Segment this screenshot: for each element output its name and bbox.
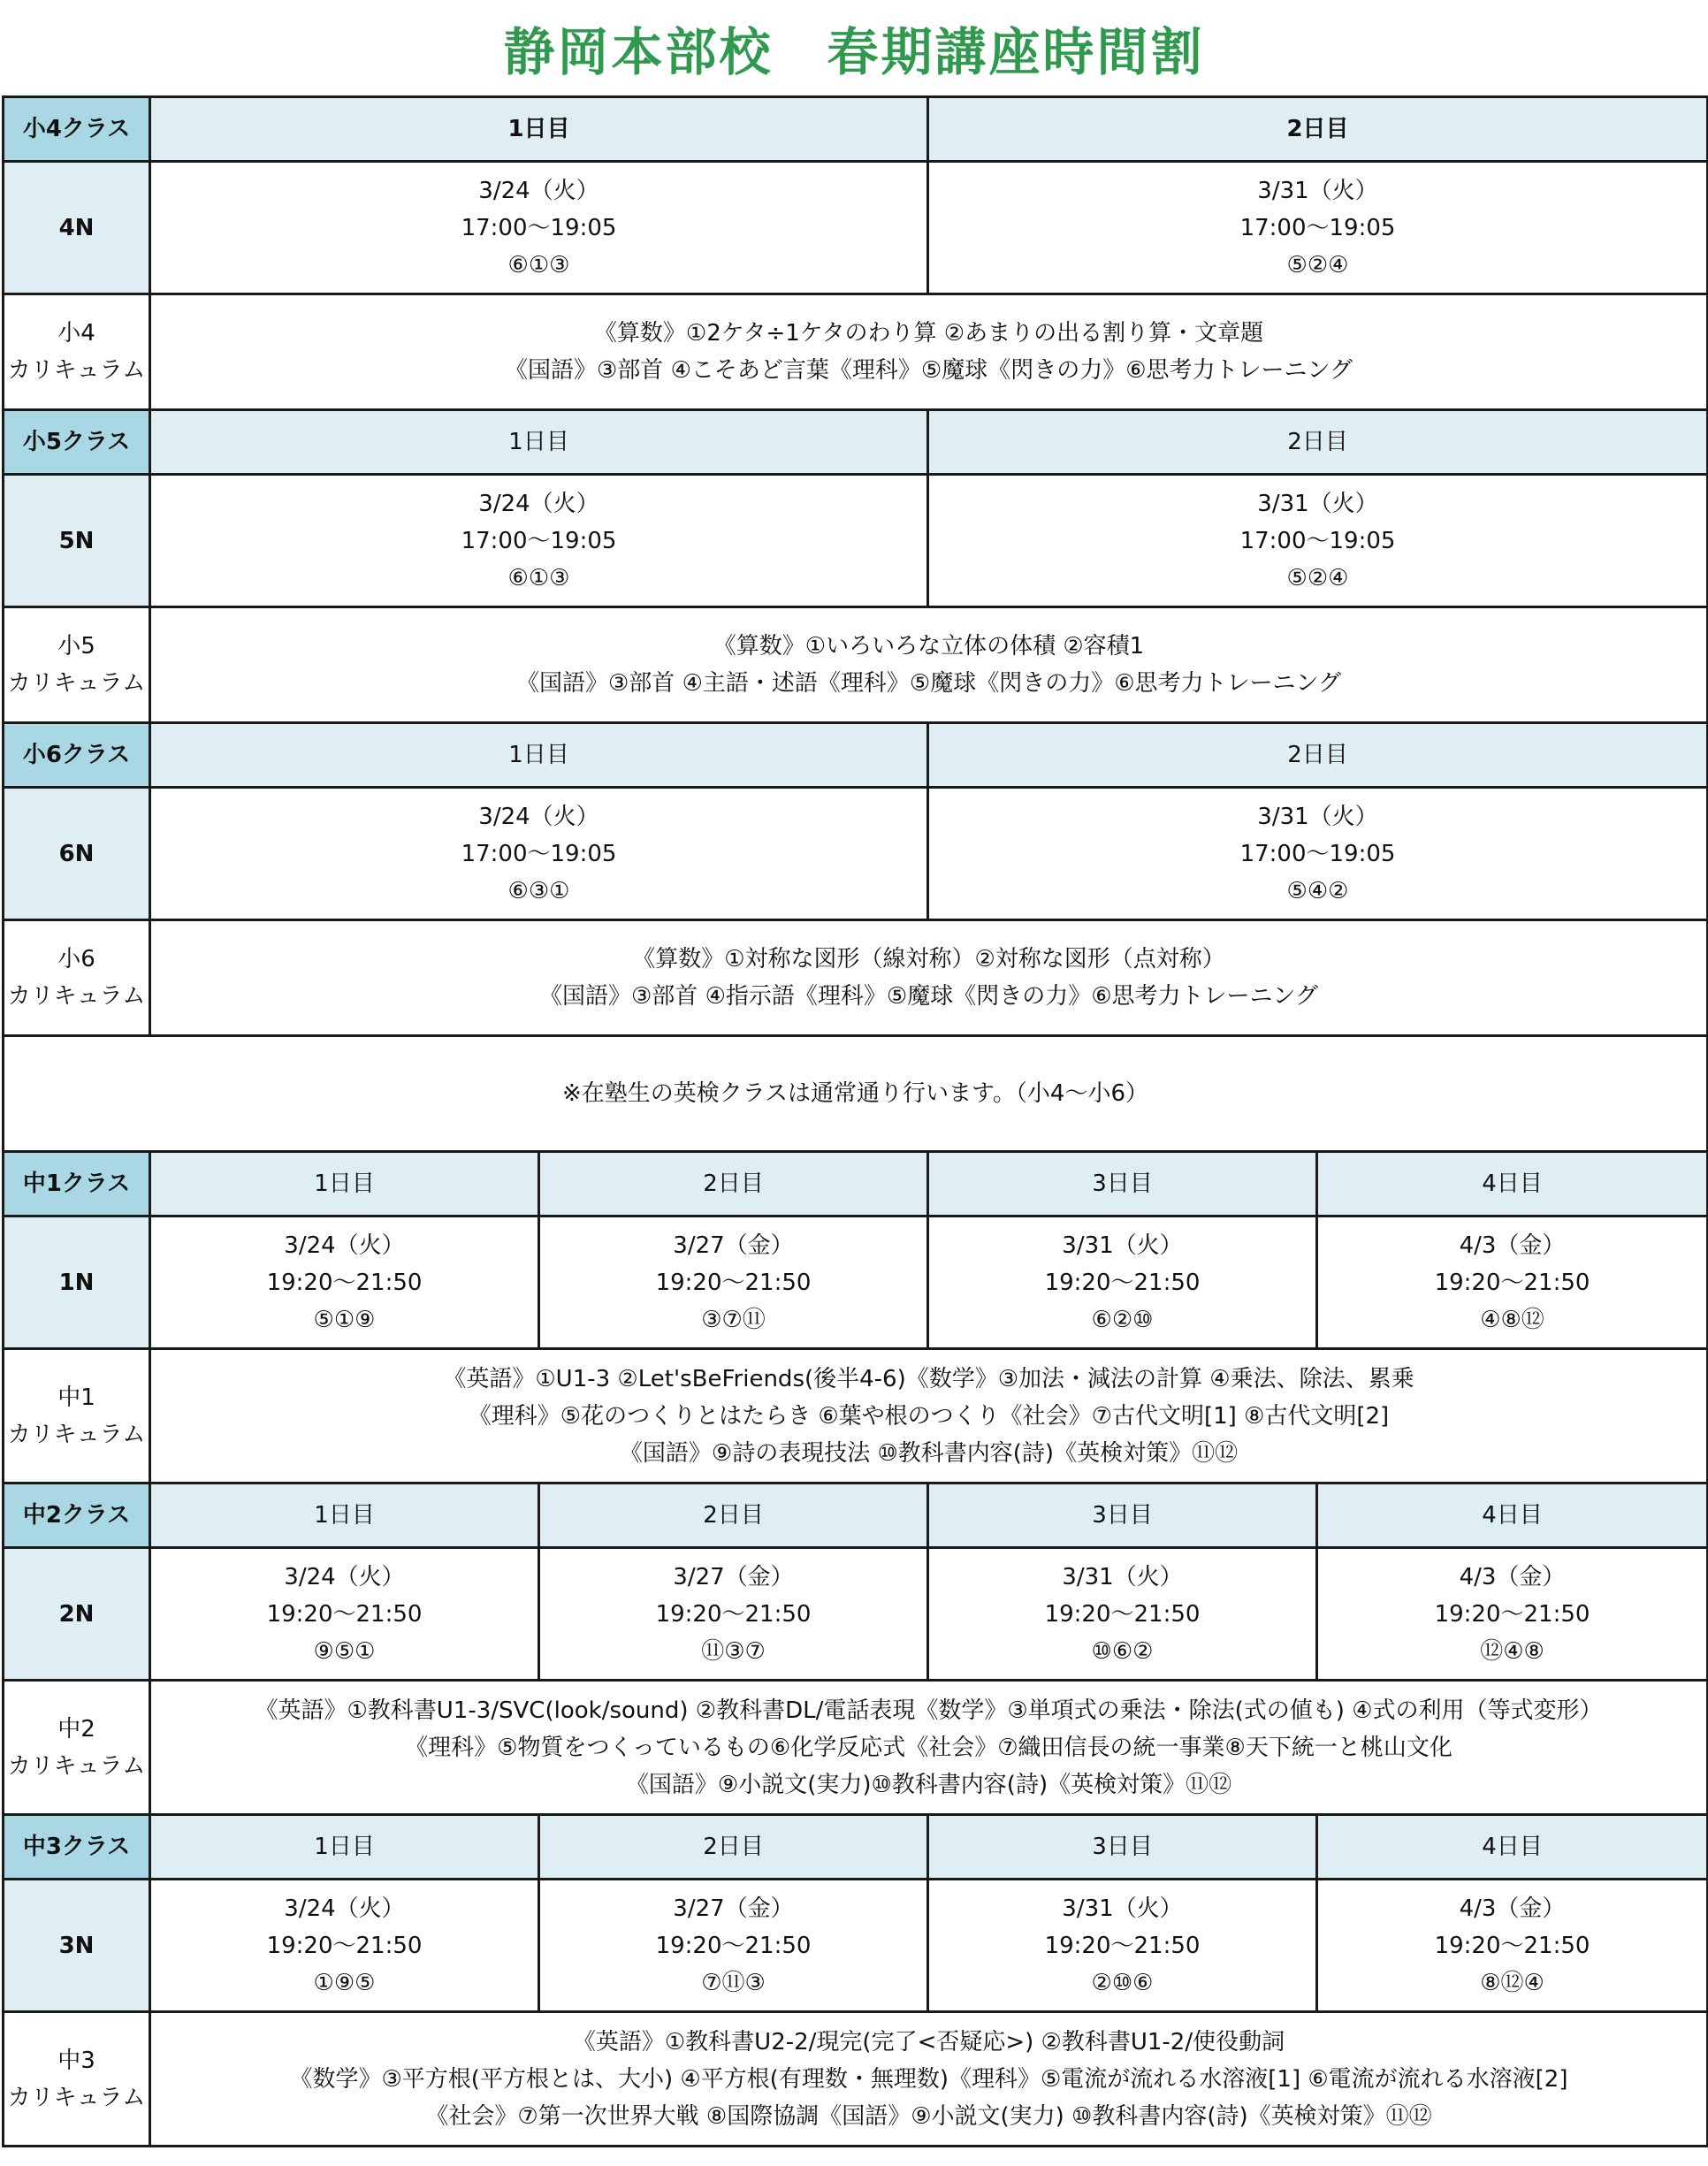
session-date: 3/24（火） — [284, 1232, 405, 1259]
session-time: 17:00～19:05 — [1239, 214, 1396, 241]
session-date: 3/24（火） — [284, 1895, 405, 1922]
curriculum-label-line: 小6 — [57, 946, 95, 972]
day-header: 1日目 — [150, 1815, 539, 1880]
session-cell — [150, 1548, 539, 1681]
session-date: 3/31（火） — [1257, 490, 1378, 517]
session-date: 3/24（火） — [478, 803, 599, 830]
curriculum-label-line: 中3 — [57, 2047, 95, 2074]
curriculum-line: 《算数》①対称な図形（線対称）②対称な図形（点対称） — [632, 946, 1225, 972]
session-time: 17:00～19:05 — [461, 840, 617, 867]
session-cell — [928, 1548, 1317, 1681]
curriculum-label-line: カリキュラム — [7, 357, 146, 384]
curriculum-line: 《英語》①教科書U1-3/SVC(look/sound) ②教科書DL/電話表現《数学》③単項式の乗法・除法(式の値も) ④式の利用（等式変形） — [255, 1697, 1603, 1724]
day-header: 1日目 — [150, 1483, 539, 1548]
day-header: 2日目 — [928, 410, 1708, 475]
curriculum-label-line: カリキュラム — [7, 670, 146, 697]
session-time: 19:20～21:50 — [1434, 1600, 1590, 1628]
session-order: ①⑨⑤ — [313, 1969, 376, 1996]
curriculum-label-line: カリキュラム — [7, 1421, 146, 1448]
curriculum-text — [150, 1349, 1708, 1483]
curriculum-line: 《国語》③部首 ④主語・述語《理科》⑤魔球《閃きの力》⑥思考力トレーニング — [516, 670, 1341, 697]
day-header: 2日目 — [539, 1815, 928, 1880]
session-time: 19:20～21:50 — [655, 1269, 812, 1296]
curriculum-label — [4, 294, 150, 410]
session-cell — [928, 475, 1708, 607]
curriculum-line: 《理科》⑤花のつくりとはたらき ⑥葉や根のつくり《社会》⑦古代文明[1] ⑧古代文明[2] — [468, 1402, 1390, 1430]
section-header-row — [4, 1152, 1708, 1216]
session-cell — [539, 1216, 928, 1349]
session-order: ⑤②④ — [1286, 251, 1349, 278]
curriculum-line: 《理科》⑤物質をつくっているもの⑥化学反応式《社会》⑦織田信長の統一事業⑧天下統一と桃山文化 — [405, 1734, 1453, 1761]
session-date: 3/31（火） — [1062, 1232, 1183, 1259]
session-order: ⑥①③ — [507, 251, 570, 278]
session-date: 3/31（火） — [1062, 1563, 1183, 1590]
curriculum-label-line: 小5 — [57, 633, 95, 660]
session-time: 17:00～19:05 — [1239, 840, 1396, 867]
session-cell — [928, 1216, 1317, 1349]
session-time: 17:00～19:05 — [1239, 527, 1396, 554]
session-cell — [150, 162, 928, 294]
session-row — [4, 1880, 1708, 2012]
curriculum-line: 《国語》③部首 ④こそあど言葉《理科》⑤魔球《閃きの力》⑥思考力トレーニング — [505, 357, 1353, 384]
eiken-note: ※在塾生の英検クラスは通常通り行います。（小4～小6） — [4, 1036, 1708, 1152]
session-time: 19:20～21:50 — [266, 1600, 423, 1628]
curriculum-label-line: カリキュラム — [7, 2084, 146, 2111]
curriculum-line: 《英語》①教科書U2-2/現完(完了<否疑応>) ②教科書U1-2/使役動詞 — [572, 2028, 1285, 2055]
day-header: 4日目 — [1317, 1815, 1708, 1880]
session-date: 3/27（金） — [673, 1895, 794, 1922]
class-label: 中3クラス — [4, 1815, 150, 1880]
session-time: 19:20～21:50 — [1434, 1932, 1590, 1959]
session-row — [4, 162, 1708, 294]
curriculum-line: 《国語》⑨詩の表現技法 ⑩教科書内容(詩)《英検対策》⑪⑫ — [619, 1439, 1239, 1467]
session-date: 3/27（金） — [673, 1563, 794, 1590]
curriculum-line: 《数学》③平方根(平方根とは、大小) ④平方根(有理数・無理数)《理科》⑤電流が流れる水溶液[1] ⑥電流が流れる水溶液[2] — [289, 2065, 1568, 2093]
day-header: 2日目 — [928, 97, 1708, 162]
session-time: 19:20～21:50 — [1434, 1269, 1590, 1296]
class-label: 小4クラス — [4, 97, 150, 162]
session-row — [4, 788, 1708, 920]
day-header: 4日目 — [1317, 1152, 1708, 1216]
day-header: 3日目 — [928, 1815, 1317, 1880]
day-header: 4日目 — [1317, 1483, 1708, 1548]
session-time: 19:20～21:50 — [266, 1932, 423, 1959]
curriculum-label-line: 中2 — [57, 1715, 95, 1743]
class-label: 中2クラス — [4, 1483, 150, 1548]
session-cell — [150, 1880, 539, 2012]
curriculum-label — [4, 1349, 150, 1483]
curriculum-text — [150, 2012, 1708, 2147]
session-order: ⑪③⑦ — [701, 1637, 766, 1665]
class-id: 2N — [4, 1548, 150, 1681]
curriculum-label-line: カリキュラム — [7, 983, 146, 1010]
section-header-row — [4, 97, 1708, 162]
curriculum-row — [4, 920, 1708, 1036]
curriculum-line: 《社会》⑦第一次世界大戦 ⑧国際協調《国語》⑨小説文(実力) ⑩教科書内容(詩)《英検対策》⑪⑫ — [425, 2102, 1432, 2130]
session-date: 3/24（火） — [284, 1563, 405, 1590]
session-time: 19:20～21:50 — [1044, 1269, 1201, 1296]
session-time: 19:20～21:50 — [1044, 1932, 1201, 1959]
section-header-row — [4, 1483, 1708, 1548]
class-id: 4N — [4, 162, 150, 294]
curriculum-text — [150, 1681, 1708, 1815]
day-header: 1日目 — [150, 1152, 539, 1216]
curriculum-label — [4, 920, 150, 1036]
session-date: 3/24（火） — [478, 490, 599, 517]
session-time: 17:00～19:05 — [461, 214, 617, 241]
page-title: 静岡本部校 春期講座時間割 — [503, 22, 1205, 82]
session-date: 3/31（火） — [1257, 803, 1378, 830]
curriculum-line: 《算数》①いろいろな立体の体積 ②容積1 — [713, 633, 1145, 660]
curriculum-line: 《国語》⑨小説文(実力)⑩教科書内容(詩)《英検対策》⑪⑫ — [625, 1771, 1232, 1798]
session-cell — [150, 475, 928, 607]
class-id: 6N — [4, 788, 150, 920]
session-cell — [928, 788, 1708, 920]
day-header: 1日目 — [150, 723, 928, 788]
curriculum-label — [4, 607, 150, 723]
session-order: ⑥②⑩ — [1091, 1306, 1154, 1333]
session-order: ⑥①③ — [507, 564, 570, 591]
session-time: 19:20～21:50 — [266, 1269, 423, 1296]
session-date: 3/24（火） — [478, 177, 599, 204]
day-header: 1日目 — [150, 410, 928, 475]
curriculum-row — [4, 607, 1708, 723]
day-header: 3日目 — [928, 1483, 1317, 1548]
curriculum-row — [4, 294, 1708, 410]
curriculum-row — [4, 1681, 1708, 1815]
session-order: ④⑧⑫ — [1480, 1306, 1544, 1333]
session-order: ⑤④② — [1286, 877, 1349, 904]
session-date: 4/3（金） — [1459, 1563, 1566, 1590]
session-order: ③⑦⑪ — [701, 1306, 766, 1333]
day-header: 2日目 — [539, 1152, 928, 1216]
curriculum-line: 《国語》③部首 ④指示語《理科》⑤魔球《閃きの力》⑥思考力トレーニング — [539, 983, 1318, 1010]
session-order: ⑩⑥② — [1091, 1637, 1154, 1665]
session-cell — [1317, 1548, 1708, 1681]
curriculum-label-line: 小4 — [57, 320, 95, 347]
curriculum-text — [150, 607, 1708, 723]
session-time: 19:20～21:50 — [655, 1932, 812, 1959]
curriculum-text — [150, 920, 1708, 1036]
curriculum-line: 《算数》①2ケタ÷1ケタのわり算 ②あまりの出る割り算・文章題 — [593, 320, 1264, 347]
day-header: 2日目 — [928, 723, 1708, 788]
session-date: 3/27（金） — [673, 1232, 794, 1259]
curriculum-label — [4, 2012, 150, 2147]
session-cell — [928, 162, 1708, 294]
day-header: 2日目 — [539, 1483, 928, 1548]
session-row — [4, 1548, 1708, 1681]
class-id: 5N — [4, 475, 150, 607]
session-order: ②⑩⑥ — [1091, 1969, 1154, 1996]
session-row — [4, 475, 1708, 607]
curriculum-label-line: 中1 — [57, 1384, 95, 1411]
curriculum-row — [4, 2012, 1708, 2147]
session-time: 17:00～19:05 — [461, 527, 617, 554]
session-date: 3/31（火） — [1257, 177, 1378, 204]
session-order: ⑥③① — [507, 877, 570, 904]
session-order: ⑫④⑧ — [1480, 1637, 1544, 1665]
session-order: ⑨⑤① — [313, 1637, 376, 1665]
class-label: 小6クラス — [4, 723, 150, 788]
curriculum-line: 《英語》①U1-3 ②Let'sBeFriends(後半4-6)《数学》③加法・減法の計算 ④乗法、除法、累乗 — [443, 1365, 1414, 1392]
class-label: 小5クラス — [4, 410, 150, 475]
session-order: ⑤①⑨ — [313, 1306, 376, 1333]
section-header-row — [4, 1815, 1708, 1880]
session-cell — [1317, 1216, 1708, 1349]
day-header: 1日目 — [150, 97, 928, 162]
note-row — [4, 1036, 1708, 1152]
session-cell — [150, 788, 928, 920]
session-date: 4/3（金） — [1459, 1232, 1566, 1259]
section-header-row — [4, 410, 1708, 475]
session-cell — [928, 1880, 1317, 2012]
session-cell — [1317, 1880, 1708, 2012]
curriculum-text — [150, 294, 1708, 410]
session-order: ⑤②④ — [1286, 564, 1349, 591]
session-row — [4, 1216, 1708, 1349]
session-cell — [539, 1548, 928, 1681]
session-time: 19:20～21:50 — [1044, 1600, 1201, 1628]
session-date: 4/3（金） — [1459, 1895, 1566, 1922]
session-date: 3/31（火） — [1062, 1895, 1183, 1922]
class-id: 3N — [4, 1880, 150, 2012]
session-order: ⑧⑫④ — [1480, 1969, 1544, 1996]
day-header: 3日目 — [928, 1152, 1317, 1216]
session-time: 19:20～21:50 — [655, 1600, 812, 1628]
class-id: 1N — [4, 1216, 150, 1349]
curriculum-label — [4, 1681, 150, 1815]
class-label: 中1クラス — [4, 1152, 150, 1216]
timetable — [2, 95, 1708, 2147]
curriculum-label-line: カリキュラム — [7, 1752, 146, 1780]
session-order: ⑦⑪③ — [701, 1969, 766, 1996]
curriculum-row — [4, 1349, 1708, 1483]
section-header-row — [4, 723, 1708, 788]
session-cell — [539, 1880, 928, 2012]
session-cell — [150, 1216, 539, 1349]
